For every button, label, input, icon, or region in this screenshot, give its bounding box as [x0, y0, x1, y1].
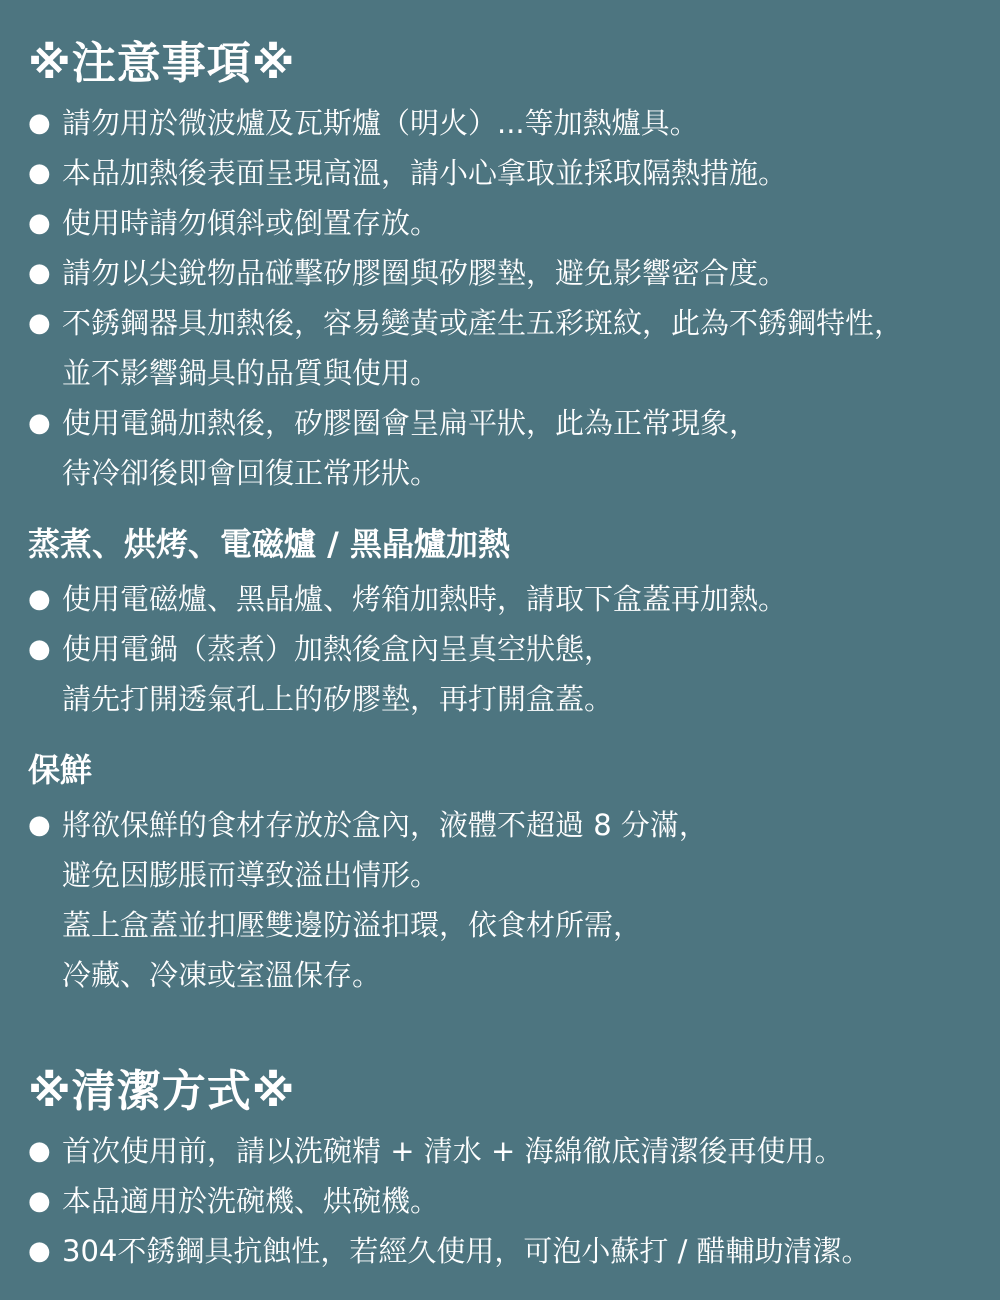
section-notice	[28, 38, 1000, 498]
bullet-icon: ●	[28, 258, 51, 288]
section-storage	[28, 750, 1000, 1000]
list-item	[28, 398, 1000, 498]
list-item	[28, 1226, 1000, 1276]
item-text: 本品加熱後表面呈現高溫，請小心拿取並採取隔熱措施。	[62, 156, 788, 190]
item-text: 待冷卻後即會回復正常形狀。	[62, 456, 440, 490]
bullet-icon: ●	[28, 810, 51, 840]
item-text: 並不影響鍋具的品質與使用。	[62, 356, 440, 390]
bullet-icon: ●	[28, 308, 51, 338]
item-text: 使用時請勿傾斜或倒置存放。	[62, 206, 440, 240]
section-spacer	[28, 1000, 1000, 1066]
section-cleaning	[28, 1066, 1000, 1276]
list-item	[28, 624, 1000, 724]
storage-heading: 保鮮	[28, 751, 93, 789]
list-item	[28, 574, 1000, 624]
section-heating	[28, 524, 1000, 724]
bullet-icon: ●	[28, 634, 51, 664]
notice-heading: ※注意事項※	[28, 38, 296, 89]
item-text: 請勿用於微波爐及瓦斯爐（明火）...等加熱爐具。	[62, 106, 699, 140]
list-item	[28, 1126, 1000, 1176]
item-text: 本品適用於洗碗機、烘碗機。	[62, 1184, 440, 1218]
item-text: 冷藏、冷凍或室溫保存。	[62, 958, 382, 992]
item-text: 將欲保鮮的食材存放於盒內，液體不超過 8 分滿，	[62, 808, 708, 842]
item-text: 請勿以尖銳物品碰擊矽膠圈與矽膠墊，避免影響密合度。	[62, 256, 788, 290]
list-item	[28, 800, 1000, 1000]
item-text: 使用電磁爐、黑晶爐、烤箱加熱時，請取下盒蓋再加熱。	[62, 582, 788, 616]
item-text: 請先打開透氣孔上的矽膠墊，再打開盒蓋。	[62, 682, 614, 716]
bullet-icon: ●	[28, 408, 51, 438]
bullet-icon: ●	[28, 1236, 51, 1266]
bullet-icon: ●	[28, 158, 51, 188]
list-item	[28, 248, 1000, 298]
item-text: 304不銹鋼具抗蝕性，若經久使用，可泡小蘇打 / 醋輔助清潔。	[62, 1234, 871, 1268]
item-text: 不銹鋼器具加熱後，容易變黃或產生五彩斑紋，此為不銹鋼特性，	[62, 306, 904, 340]
item-text: 蓋上盒蓋並扣壓雙邊防溢扣環，依食材所需，	[62, 908, 643, 942]
item-text: 避免因膨脹而導致溢出情形。	[62, 858, 440, 892]
bullet-icon: ●	[28, 1136, 51, 1166]
list-item	[28, 98, 1000, 148]
item-text: 使用電鍋加熱後，矽膠圈會呈扁平狀，此為正常現象，	[62, 406, 759, 440]
list-item	[28, 148, 1000, 198]
list-item	[28, 198, 1000, 248]
bullet-icon: ●	[28, 108, 51, 138]
item-text: 使用電鍋（蒸煮）加熱後盒內呈真空狀態，	[62, 632, 614, 666]
bullet-icon: ●	[28, 208, 51, 238]
bullet-icon: ●	[28, 584, 51, 614]
bullet-icon: ●	[28, 1186, 51, 1216]
list-item	[28, 298, 1000, 398]
item-text: 首次使用前，請以洗碗精 + 清水 + 海綿徹底清潔後再使用。	[62, 1134, 844, 1168]
heating-heading: 蒸煮、烘烤、電磁爐 / 黑晶爐加熱	[28, 525, 510, 563]
cleaning-heading: ※清潔方式※	[28, 1066, 296, 1117]
list-item	[28, 1176, 1000, 1226]
